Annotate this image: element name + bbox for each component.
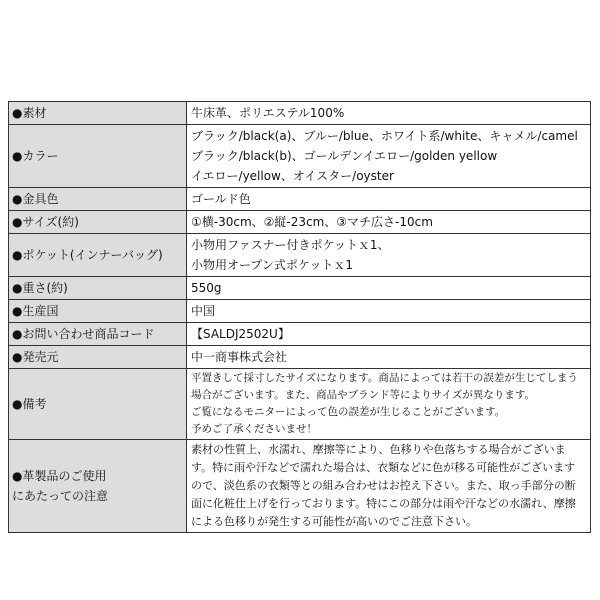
table-row xyxy=(9,369,591,440)
table-row xyxy=(9,323,591,346)
row-value-weight xyxy=(187,277,591,300)
value-line: 【SALDJ2502U】 xyxy=(191,327,290,341)
row-label-distributor: ●発売元 xyxy=(9,346,187,369)
row-value-distributor xyxy=(187,346,591,369)
value-line: 平置きして採寸したサイズになります。商品によっては若干の誤差が生じてしまう場合がございます。また、商品やブランド等によりサイズが異なります。 xyxy=(191,372,578,401)
row-value-pocket xyxy=(187,234,591,277)
row-label-pocket: ●ポケット(インナーバッグ) xyxy=(9,234,187,277)
value-line: ①横-30cm、②縦-23cm、③マチ広さ-10cm xyxy=(191,215,433,229)
table-row xyxy=(9,211,591,234)
row-label-color: ●カラー xyxy=(9,125,187,188)
table-row xyxy=(9,102,591,125)
value-line: 中国 xyxy=(191,304,216,318)
row-value-size xyxy=(187,211,591,234)
label-line: にあたっての注意 xyxy=(12,489,109,503)
row-label-material: ●素材 xyxy=(9,102,187,125)
value-line: 中一商事株式会社 xyxy=(191,350,288,364)
row-value-color xyxy=(187,125,591,188)
row-label-country: ●生産国 xyxy=(9,300,187,323)
row-value-material xyxy=(187,102,591,125)
value-line: 予めご了承くださいませ！ xyxy=(191,423,317,435)
row-value-product-code xyxy=(187,323,591,346)
row-label-weight: ●重さ(約) xyxy=(9,277,187,300)
value-line: 550g xyxy=(191,281,222,295)
row-value-notes xyxy=(187,369,591,440)
value-line: 牛床革、ポリエステル100% xyxy=(191,106,345,120)
row-label-leather-care xyxy=(9,440,187,533)
row-label-size: ●サイズ(約) xyxy=(9,211,187,234)
row-label-hardware-color: ●金具色 xyxy=(9,188,187,211)
table-row xyxy=(9,188,591,211)
value-line: 小物用ファスナー付きポケットｘ1、 xyxy=(191,238,390,252)
table-row xyxy=(9,277,591,300)
table-row xyxy=(9,440,591,533)
table-row xyxy=(9,346,591,369)
value-line: 小物用オープン式ポケットｘ1 xyxy=(191,258,353,272)
row-value-leather-care xyxy=(187,440,591,533)
row-value-hardware-color xyxy=(187,188,591,211)
table-row xyxy=(9,125,591,188)
value-line: 素材の性質上、水濡れ、摩擦等により、色移りや色落ちする場合がございます。特に雨や汗などで濡れた場合は、衣類などに色が移る可能性がございますので、淡色系の衣類等との組み合わせはお控え下さい。また、取っ手部分の断面に化粧仕上げを行っております。特にこの部分は雨や汗などの水濡れ、摩擦による色移りが発生する可能性が高いのでご注意下さい。 xyxy=(191,443,576,528)
spec-table xyxy=(8,101,591,533)
table-row xyxy=(9,234,591,277)
row-value-country xyxy=(187,300,591,323)
row-label-notes: ●備考 xyxy=(9,369,187,440)
label-line: ●革製品のご使用 xyxy=(12,469,107,483)
value-line: ご覧になるモニターによって色の誤差が生じることがございます。 xyxy=(191,406,506,418)
value-line: ブラック/black(a)、ブルー/blue、ホワイト系/white、キャメル/camel xyxy=(191,129,578,143)
value-line: ブラック/black(b)、ゴールデンイエロー/golden yellow xyxy=(191,149,498,163)
value-line: ゴールド色 xyxy=(191,192,251,206)
value-line: イエロー/yellow、オイスター/oyster xyxy=(191,169,394,183)
row-label-product-code: ●お問い合わせ商品コード xyxy=(9,323,187,346)
table-row xyxy=(9,300,591,323)
